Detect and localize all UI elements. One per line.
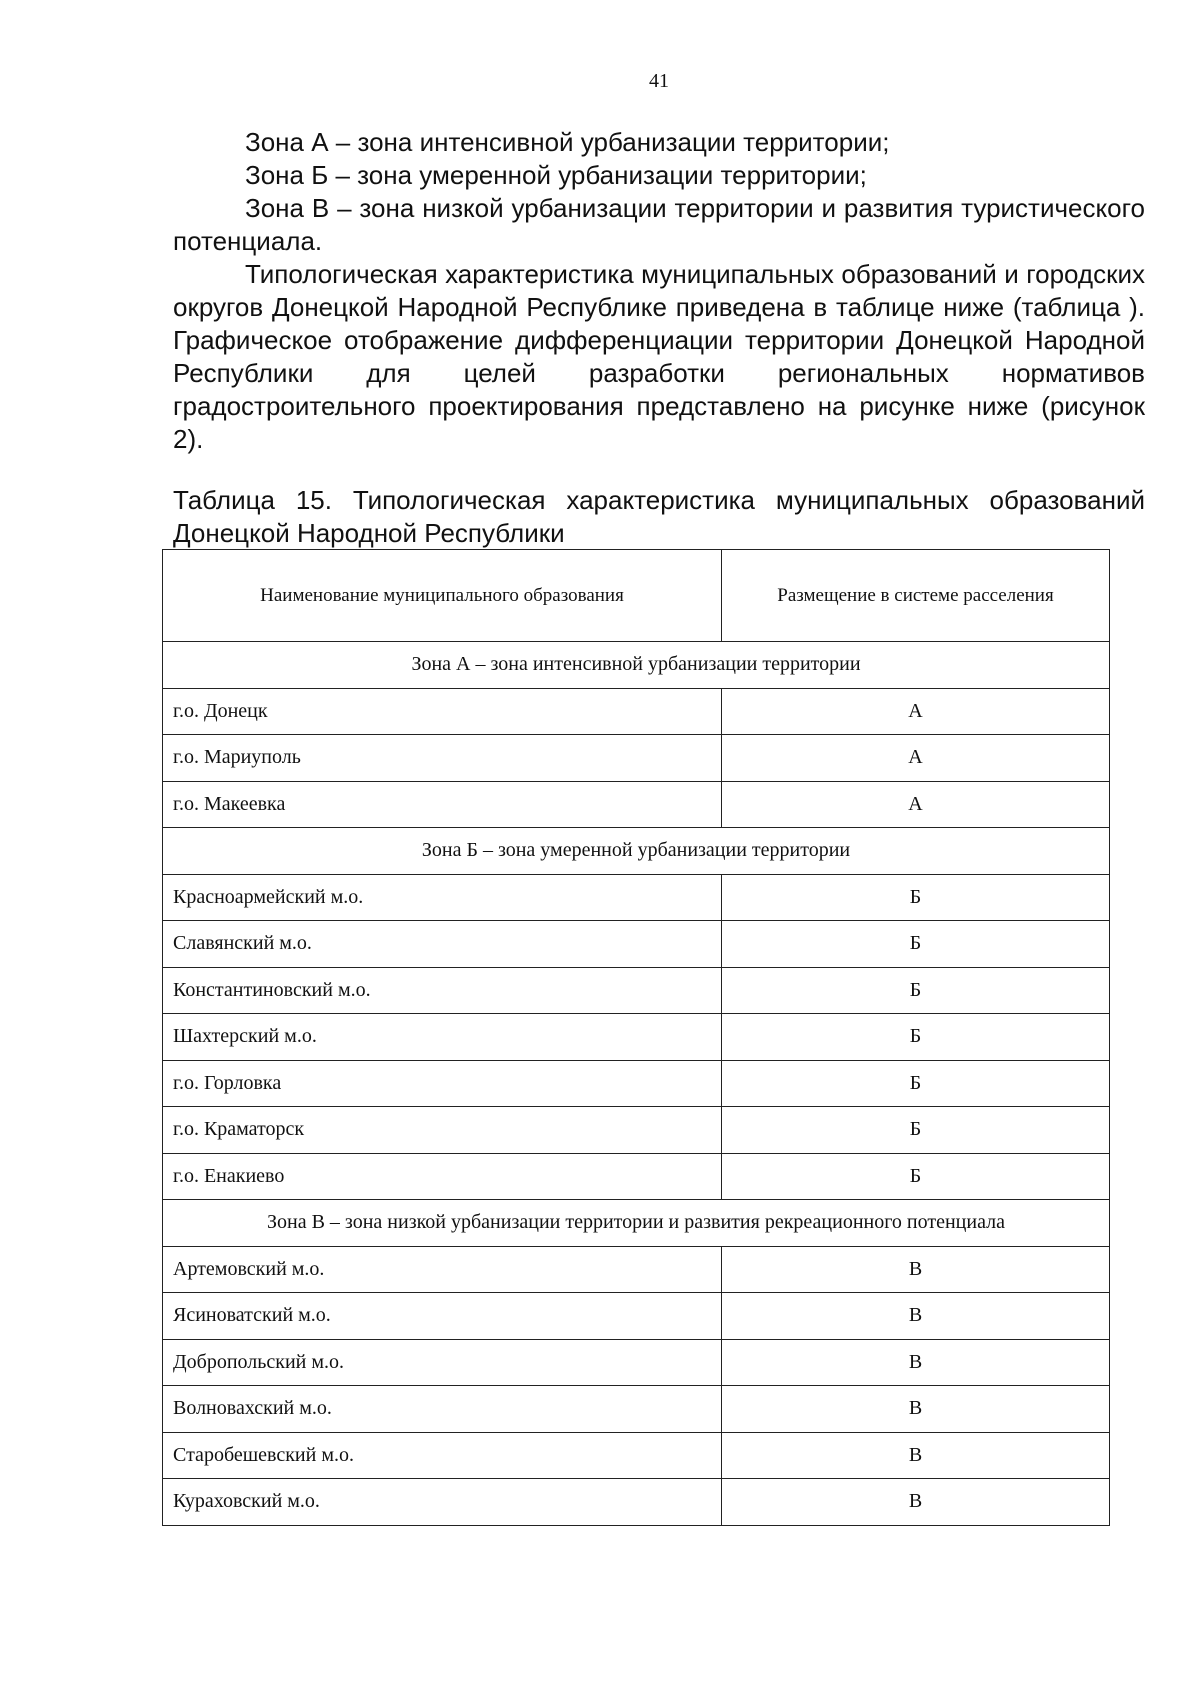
municipality-name-cell: г.о. Краматорск: [163, 1107, 722, 1154]
table-caption: Таблица 15. Типологическая характеристика муниципальных образований Донецкой Народной Республики: [173, 485, 1145, 548]
municipality-name-cell: г.о. Макеевка: [163, 781, 722, 828]
placement-value-cell: В: [722, 1246, 1110, 1293]
table-row: [163, 1107, 1110, 1154]
zone-group-row: [163, 642, 1110, 689]
table-row: [163, 735, 1110, 782]
placement-value-cell: В: [722, 1386, 1110, 1433]
zone-group-row: [163, 828, 1110, 875]
municipality-name-cell: Славянский м.о.: [163, 921, 722, 968]
placement-value-cell: В: [722, 1432, 1110, 1479]
table-row: [163, 1432, 1110, 1479]
table-body: [163, 642, 1110, 1526]
placement-value-cell: Б: [722, 1060, 1110, 1107]
zone-b-line: Зона Б – зона умеренной урбанизации территории;: [245, 160, 867, 190]
placement-value-cell: А: [722, 688, 1110, 735]
placement-value-cell: В: [722, 1293, 1110, 1340]
municipality-name-cell: Добропольский м.о.: [163, 1339, 722, 1386]
zone-group-row: [163, 1200, 1110, 1247]
zone-group-title: Зона В – зона низкой урбанизации территории и развития рекреационного потенциала: [163, 1200, 1110, 1247]
table-row: [163, 1014, 1110, 1061]
zone-a-line: Зона А – зона интенсивной урбанизации территории;: [245, 127, 890, 157]
municipality-name-cell: г.о. Енакиево: [163, 1153, 722, 1200]
placement-value-cell: В: [722, 1339, 1110, 1386]
municipality-name-cell: Волновахский м.о.: [163, 1386, 722, 1433]
placement-value-cell: Б: [722, 921, 1110, 968]
table-row: [163, 874, 1110, 921]
zone-group-title: Зона А – зона интенсивной урбанизации территории: [163, 642, 1110, 689]
table-row: [163, 967, 1110, 1014]
table-row: [163, 688, 1110, 735]
table-row: [163, 1293, 1110, 1340]
typology-table: [162, 549, 1110, 1526]
municipality-name-cell: Старобешевский м.о.: [163, 1432, 722, 1479]
placement-value-cell: А: [722, 735, 1110, 782]
municipality-name-cell: Ясиноватский м.о.: [163, 1293, 722, 1340]
table-row: [163, 1386, 1110, 1433]
placement-value-cell: Б: [722, 874, 1110, 921]
zone-v-line: Зона В – зона низкой урбанизации территории и развития туристического потенциала.: [173, 193, 1145, 256]
municipality-name-cell: Красноармейский м.о.: [163, 874, 722, 921]
municipality-name-cell: г.о. Мариуполь: [163, 735, 722, 782]
zones-intro: [173, 126, 1145, 456]
table-row: [163, 781, 1110, 828]
table-row: [163, 1339, 1110, 1386]
table-row: [163, 1153, 1110, 1200]
table-header-row: [163, 550, 1110, 642]
municipality-name-cell: г.о. Донецк: [163, 688, 722, 735]
municipality-name-cell: Константиновский м.о.: [163, 967, 722, 1014]
municipality-name-cell: Кураховский м.о.: [163, 1479, 722, 1526]
municipality-name-cell: Артемовский м.о.: [163, 1246, 722, 1293]
table-row: [163, 1246, 1110, 1293]
table-row: [163, 1479, 1110, 1526]
placement-value-cell: Б: [722, 967, 1110, 1014]
placement-value-cell: Б: [722, 1153, 1110, 1200]
municipality-name-cell: Шахтерский м.о.: [163, 1014, 722, 1061]
placement-value-cell: Б: [722, 1014, 1110, 1061]
municipality-name-cell: г.о. Горловка: [163, 1060, 722, 1107]
table-row: [163, 921, 1110, 968]
placement-value-cell: А: [722, 781, 1110, 828]
table-row: [163, 1060, 1110, 1107]
header-name-column: Наименование муниципального образования: [163, 550, 722, 642]
page-number: 41: [649, 70, 669, 92]
header-placement-column: Размещение в системе расселения: [722, 550, 1110, 642]
body-paragraph: Типологическая характеристика муниципальных образований и городских округов Донецкой Народной Республике приведена в таблице ниже (таблица ). Графическое отображение дифференциации территории Донецкой Народной Республики для целей разработки региональных нормативов градостроительного проектирования представлено на рисунке ниже (рисунок 2).: [173, 259, 1145, 454]
placement-value-cell: Б: [722, 1107, 1110, 1154]
placement-value-cell: В: [722, 1479, 1110, 1526]
zone-group-title: Зона Б – зона умеренной урбанизации территории: [163, 828, 1110, 875]
